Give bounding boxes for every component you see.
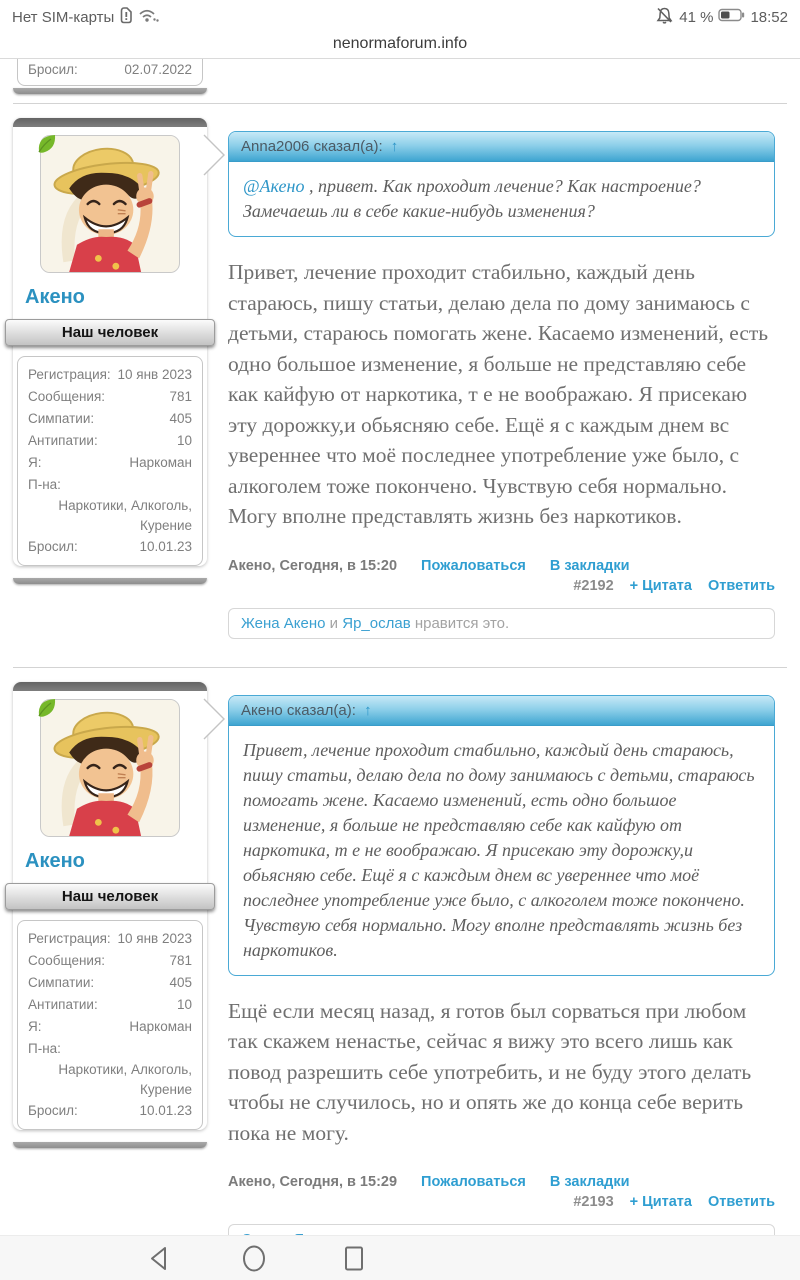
- post-divider: [13, 103, 787, 104]
- message-column: [228, 682, 787, 1256]
- detail-value: 10.01.23: [139, 539, 192, 554]
- message-column: [228, 118, 787, 639]
- quote-tail-icon: [203, 134, 228, 176]
- user-rank-banner: Наш человек: [5, 883, 215, 910]
- detail-label: Регистрация:: [28, 930, 111, 946]
- report-link[interactable]: Пожаловаться: [421, 1174, 526, 1190]
- detail-row: [28, 60, 192, 80]
- quoted-message: [228, 131, 775, 237]
- quote-button[interactable]: + Цитата: [629, 577, 692, 594]
- quote-header[interactable]: [229, 132, 774, 162]
- detail-value: 02.07.2022: [124, 62, 192, 77]
- detail-label: Я:: [28, 1018, 42, 1034]
- liker-link[interactable]: Жена Акено: [241, 614, 326, 632]
- quote-author: Акено сказал(а):: [241, 701, 356, 719]
- detail-label: Бросил:: [28, 1102, 78, 1118]
- thread-page: [0, 59, 800, 1255]
- home-icon[interactable]: [241, 1245, 267, 1277]
- user-rank-banner: Наш человек: [5, 319, 215, 346]
- detail-label: Бросил:: [28, 539, 78, 554]
- detail-label: Я:: [28, 455, 42, 470]
- forum-post-2192: [13, 118, 787, 639]
- detail-label: Бросил:: [28, 62, 78, 77]
- card-bottom-edge: [13, 88, 207, 94]
- bookmark-link[interactable]: В закладки: [549, 557, 630, 574]
- post-body-text: Ещё если месяц назад, я готов был сорваться при любом так скажем ненастье, сейчас я вижу это всего лишь как повод разрешить себе употребить, и не буду этого делать чтобы не случилось, но и опять же до конца себе верить пока не могу.: [228, 998, 752, 1145]
- sim-alert-icon: [119, 6, 133, 28]
- detail-label: П-на:: [28, 477, 61, 492]
- detail-value: 10 янв 2023: [117, 367, 192, 382]
- reply-button[interactable]: Ответить: [707, 577, 775, 594]
- detail-value: 10: [176, 433, 192, 448]
- detail-value: 781: [169, 389, 192, 404]
- post-meta: Акено, Сегодня, в 15:29: [228, 1174, 398, 1190]
- detail-value: 405: [169, 411, 192, 426]
- quote-header[interactable]: [229, 696, 774, 726]
- back-icon[interactable]: [147, 1245, 171, 1277]
- detail-value: 10.01.23: [139, 1102, 192, 1118]
- user-details: [17, 356, 203, 566]
- post-number[interactable]: #2193: [573, 1194, 614, 1210]
- user-panel: [13, 682, 207, 1148]
- detail-label: Сообщения:: [28, 952, 106, 968]
- detail-value: Наркотики, Алкоголь, Курение: [58, 498, 192, 533]
- goto-quoted-post-arrow[interactable]: ↑: [390, 138, 399, 155]
- quote-text: Привет, лечение проходит стабильно, каждый день стараюсь, пишу статьи, делаю дела по дому занимаюсь с детьми, стараюсь помогать жене. Касаемо изменений, есть одно большое изменение, я больше не представляю себе как кайфую от наркотика, т е не воображаю. Я присекаю эту дорожку,и обьясняю себе. Ещё я с каждым днем вс увереннее что моё последнее употребление уже было, с алкоголем тоже покончено. Чувствую себя нормально. Могу вполне представлять жизнь без наркотиков.: [243, 739, 755, 960]
- card-top-edge: [13, 682, 207, 691]
- post-number[interactable]: #2192: [573, 577, 614, 594]
- avatar[interactable]: [40, 135, 180, 273]
- detail-value: Наркоман: [129, 455, 192, 470]
- quote-text: @Акено , привет. Как проходит лечение? Как настроение? Замечаешь ли в себе какие-нибудь изменения?: [243, 176, 701, 221]
- no-sim-label: Нет SIM-карты: [12, 8, 115, 26]
- user-panel: [13, 118, 207, 584]
- battery-icon: [718, 8, 745, 26]
- post-body-text: Привет, лечение проходит стабильно, каждый день стараюсь, пишу статьи, делаю дела по дому занимаюсь с детьми, стараюсь помогать жене. Касаемо изменений, есть одно большое изменение, я больше не представляю себе как кайфую от наркотика, т е не воображаю. Я присекаю эту дорожку,и обьясняю себе. Ещё я с каждым днем вс увереннее что моё последнее употребление уже было, с алкоголем тоже покончено. Чувствую себя нормально. Могу вполне представлять жизнь без наркотиков.: [228, 260, 769, 528]
- user-details: [17, 920, 203, 1130]
- previous-user-card-fragment: [13, 59, 207, 94]
- detail-label: Сообщения:: [28, 389, 106, 404]
- quote-tail-icon: [203, 698, 228, 740]
- detail-label: Симпатии:: [28, 411, 95, 426]
- username-link[interactable]: Акено: [25, 849, 85, 872]
- detail-value: 781: [169, 952, 192, 968]
- goto-quoted-post-arrow[interactable]: ↑: [364, 701, 372, 719]
- post-meta: Акено, Сегодня, в 15:20: [228, 557, 398, 574]
- avatar[interactable]: [40, 699, 180, 837]
- quote-button[interactable]: + Цитата: [629, 1194, 692, 1210]
- android-nav-bar: [0, 1235, 800, 1280]
- reply-button[interactable]: Ответить: [707, 1194, 775, 1210]
- card-top-edge: [13, 118, 207, 127]
- detail-value: Наркоман: [129, 1018, 192, 1034]
- post-footer: [228, 558, 775, 594]
- card-bottom-edge: [13, 1142, 207, 1148]
- username-link[interactable]: Акено: [25, 286, 85, 308]
- wifi-plus-icon: [138, 6, 160, 28]
- online-leaf-icon: [36, 132, 58, 156]
- post-footer: [228, 1174, 775, 1210]
- clock: 18:52: [750, 8, 788, 26]
- detail-label: Антипатии:: [28, 433, 98, 448]
- detail-label: Регистрация:: [28, 367, 111, 382]
- online-leaf-icon: [36, 696, 58, 720]
- detail-value: 10 янв 2023: [117, 930, 192, 946]
- browser-url-bar[interactable]: [0, 32, 800, 59]
- liker-link[interactable]: Яр_ослав: [342, 614, 411, 632]
- recents-icon[interactable]: [343, 1245, 365, 1277]
- likes-bar: Жена Акено и Яр_ослав нравится это.: [228, 608, 775, 639]
- bookmark-link[interactable]: В закладки: [549, 1174, 630, 1190]
- card-bottom-edge: [13, 578, 207, 584]
- detail-label: Симпатии:: [28, 974, 95, 990]
- battery-percent: 41 %: [679, 8, 714, 26]
- page-url: nenormaforum.info: [332, 35, 468, 52]
- report-link[interactable]: Пожаловаться: [421, 557, 526, 574]
- detail-label: П-на:: [28, 1040, 61, 1056]
- mention-link[interactable]: @Акено: [243, 176, 305, 196]
- post-divider: [13, 667, 787, 668]
- bell-muted-icon: [655, 6, 674, 29]
- quoted-message: [228, 695, 775, 976]
- detail-label: Антипатии:: [28, 996, 98, 1012]
- forum-post-2193: [13, 682, 787, 1256]
- detail-value: Наркотики, Алкоголь, Курение: [58, 1061, 192, 1097]
- status-bar: [0, 0, 800, 32]
- detail-value: 405: [169, 974, 192, 990]
- quote-author: Anna2006 сказал(а):: [241, 138, 383, 155]
- detail-value: 10: [176, 996, 192, 1012]
